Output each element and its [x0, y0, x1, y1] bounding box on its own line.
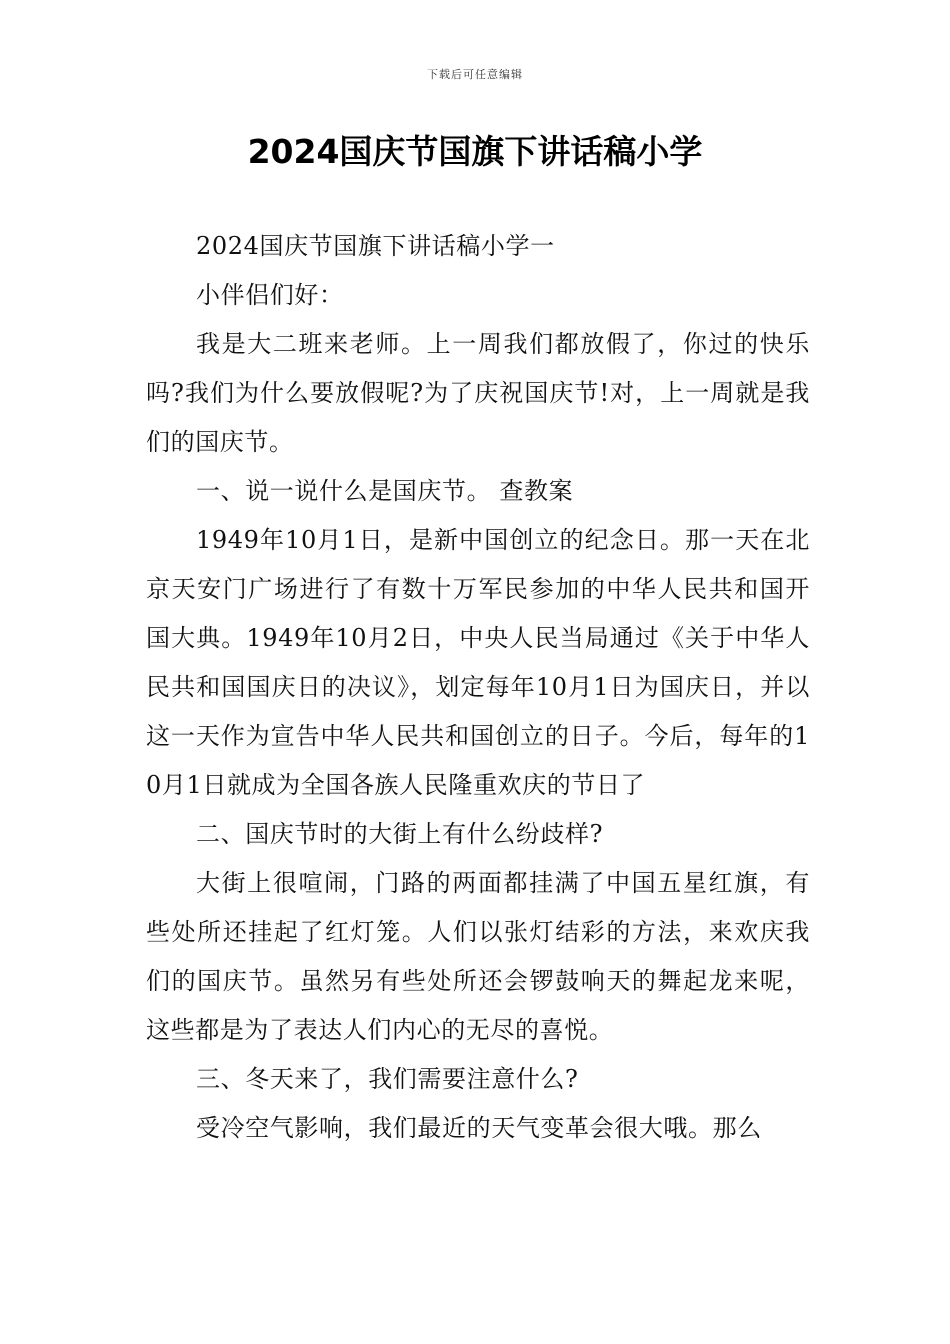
header-note: 下载后可任意编辑: [427, 68, 523, 81]
paragraph-greeting: 小伴侣们好：: [196, 281, 344, 309]
paragraph-history: 1949年10月1日，是新中国创立的纪念日。那一天在北京天安门广场进行了有数十万军民参加的中华人民共和国开国大典。1949年10月2日，中央人民当局通过《关于中华人民共和国国庆日的决议》，划定每年10月1日为国庆日，并以这一天作为宣告中华人民共和国创立的日子。今后，每年的10月1日就成为全国各族人民隆重欢庆的节日了: [146, 526, 810, 799]
paragraph-weather: 受冷空气影响，我们最近的天气变革会很大哦。那么: [196, 1114, 762, 1142]
paragraph-subtitle: 2024国庆节国旗下讲话稿小学一: [196, 232, 555, 260]
section-heading-2: 二、国庆节时的大街上有什么纷歧样?: [196, 820, 604, 848]
paragraph-streets: 大街上很喧闹，门路的两面都挂满了中国五星红旗，有些处所还挂起了红灯笼。人们以张灯结彩的方法，来欢庆我们的国庆节。虽然另有些处所还会锣鼓响天的舞起龙来呢，这些都是为了表达人们内心的无尽的喜悦。: [146, 869, 810, 1044]
document-body: [146, 222, 810, 1153]
page-title: 2024国庆节国旗下讲话稿小学: [247, 132, 703, 171]
section-heading-1: 一、说一说什么是国庆节。 查教案: [196, 477, 574, 505]
section-heading-3: 三、冬天来了，我们需要注意什么?: [196, 1065, 579, 1093]
paragraph-intro: 我是大二班来老师。上一周我们都放假了，你过的快乐吗?我们为什么要放假呢?为了庆祝国庆节!对，上一周就是我们的国庆节。: [146, 330, 810, 456]
